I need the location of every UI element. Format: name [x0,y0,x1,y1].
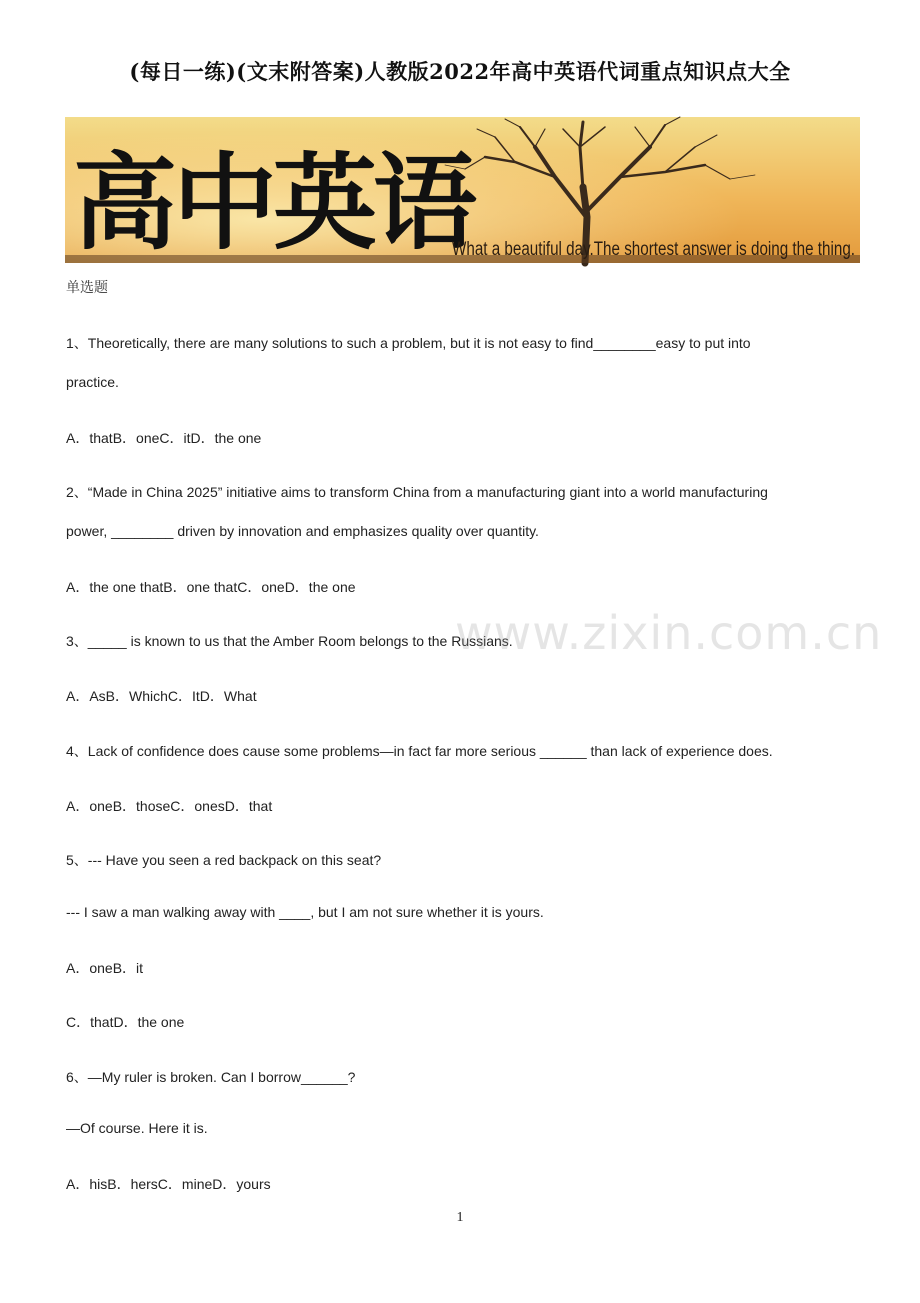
question-5-options-row-2: C．thatD．the one [66,1014,185,1030]
question-6-text-line-1: 6、—My ruler is broken. Can I borrow______? [66,1069,356,1085]
watermark: www.zixin.com.cn [455,606,883,660]
question-5-text-line-1: 5、--- Have you seen a red backpack on this seat? [66,852,382,868]
question-1-text-line-2: practice. [66,374,119,390]
question-5-options-row-1: A．oneB．it [66,960,144,976]
document-title: (每日一练)(文末附答案)人教版2022年高中英语代词重点知识点大全 [129,59,791,84]
page-number: 1 [456,1210,464,1225]
question-2-text-line-2: power, ________ driven by innovation and emphasizes quality over quantity. [66,523,539,539]
question-4-text: 4、Lack of confidence does cause some problems—in fact far more serious ______ than lack of experience does. [66,743,773,759]
question-1-text-line-1: 1、Theoretically, there are many solutions to such a problem, but it is not easy to find________easy to put into [66,335,751,351]
question-4-options: A．oneB．thoseC．onesD．that [66,798,273,814]
question-3-text: 3、_____ is known to us that the Amber Room belongs to the Russians. [66,633,513,649]
question-2-options: A．the one thatB．one thatC．oneD．the one [66,579,356,595]
question-6-options: A．hisB．hersC．mineD．yours [66,1176,271,1192]
question-6-text-line-2: —Of course. Here it is. [66,1120,208,1136]
question-1-options: A．thatB．oneC．itD．the one [66,430,262,446]
banner-motto: What a beautiful day.The shortest answer is doing the thing. [452,239,855,260]
header-banner-image [65,117,860,263]
section-label: 单选题 [66,280,108,296]
question-3-options: A．AsB．WhichC．ItD．What [66,688,257,704]
question-2-text-line-1: 2、“Made in China 2025” initiative aims to transform China from a manufacturing giant into a world manufacturing [66,484,768,500]
question-5-text-line-2: --- I saw a man walking away with ____, but I am not sure whether it is yours. [66,904,544,920]
banner-heading: 高中英语 [73,141,474,264]
